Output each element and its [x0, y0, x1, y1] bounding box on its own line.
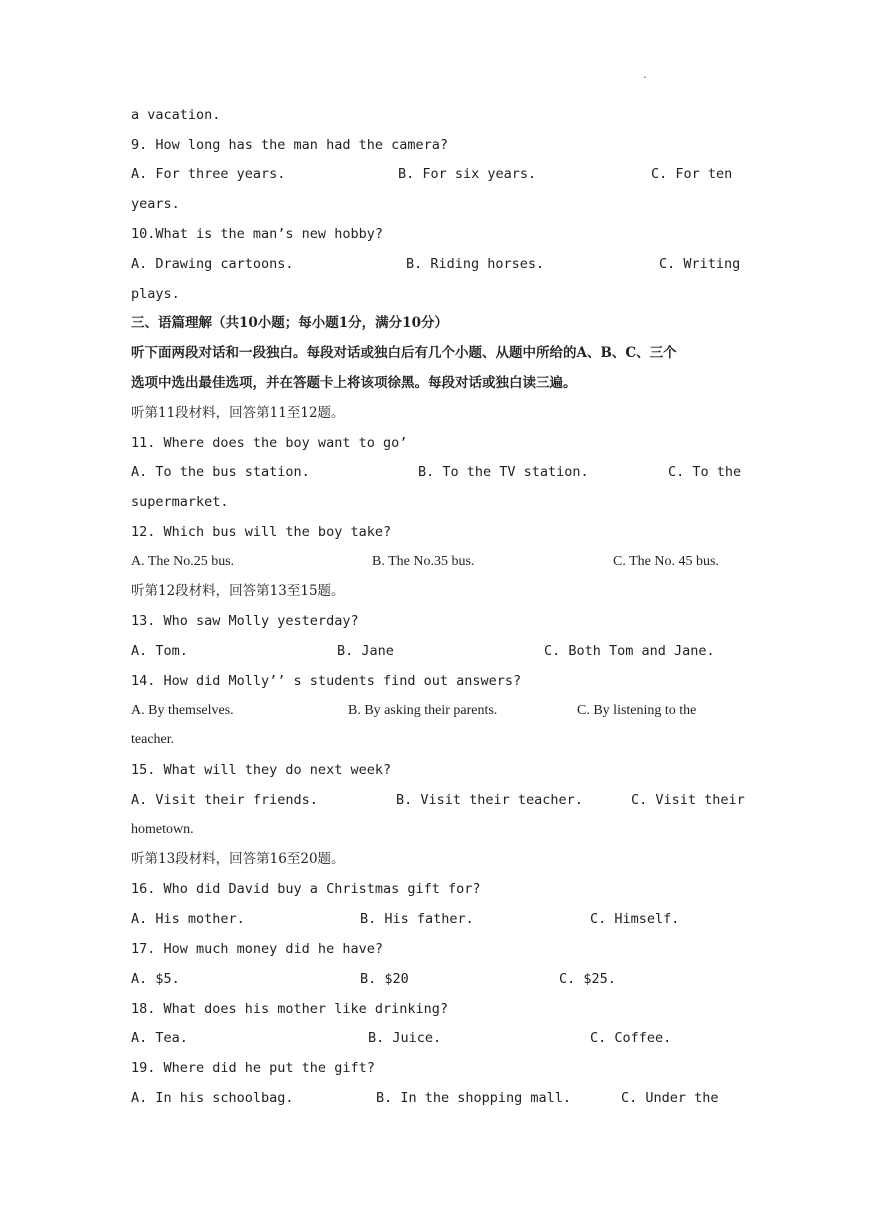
options-q16 — [131, 909, 741, 929]
header-dot: . — [642, 70, 649, 81]
option-c: C. Visit their — [631, 792, 745, 808]
option-a: A. Tea. — [131, 1030, 188, 1046]
question-17: 17. How much money did he have? — [131, 941, 383, 957]
option-c: C. For ten — [651, 166, 733, 182]
option-b: B. The No.35 bus. — [372, 554, 475, 569]
option-c: C. Writing — [659, 256, 741, 272]
material-heading: 听第12段材料，回答第13至15题。 — [131, 583, 345, 599]
question-12: 12. Which bus will the boy take? — [131, 524, 392, 540]
options-q12 — [131, 552, 741, 572]
question-19: 19. Where did he put the gift? — [131, 1060, 375, 1076]
question-15: 15. What will they do next week? — [131, 762, 392, 778]
continuation-text: a vacation. — [131, 107, 221, 123]
option-a: A. To the bus station. — [131, 464, 310, 480]
options-q19 — [131, 1088, 741, 1108]
option-c: C. Himself. — [590, 911, 680, 927]
option-b: B. His father. — [360, 911, 474, 927]
options-q9 — [131, 164, 741, 184]
option-b: B. Riding horses. — [406, 256, 545, 272]
question-14: 14. How did Molly’’ s students find out answers? — [131, 673, 522, 689]
option-b: B. To the TV station. — [418, 464, 589, 480]
option-a: A. For three years. — [131, 166, 286, 182]
options-q18 — [131, 1028, 741, 1048]
continuation-text: plays. — [131, 286, 180, 302]
option-a: A. $5. — [131, 971, 180, 987]
option-c: C. $25. — [559, 971, 616, 987]
options-q13 — [131, 641, 741, 661]
option-c: C. Coffee. — [590, 1030, 672, 1046]
option-b: B. In the shopping mall. — [376, 1090, 572, 1106]
option-b: B. Visit their teacher. — [396, 792, 583, 808]
section-heading: 三、语篇理解（共10小题；每小题1分，满分10分） — [131, 315, 448, 331]
options-q10 — [131, 254, 741, 274]
options-q17 — [131, 969, 741, 989]
section-instructions: 听下面两段对话和一段独白。每段对话或独白后有几个小题、从题中所给的A、B、C、三个 — [131, 345, 677, 361]
options-q14 — [131, 701, 741, 721]
option-b: B. By asking their parents. — [348, 703, 498, 718]
option-c: C. Both Tom and Jane. — [544, 643, 715, 659]
option-b: B. For six years. — [398, 166, 537, 182]
option-b: B. Jane — [337, 643, 394, 659]
option-a: A. Visit their friends. — [131, 792, 318, 808]
options-q11 — [131, 462, 741, 482]
continuation-text: hometown. — [131, 822, 194, 837]
material-heading: 听第11段材料，回答第11至12题。 — [131, 405, 345, 421]
section-instructions: 选项中选出最佳选项，并在答题卡上将该项徐黑。每段对话或独白读三遍。 — [131, 375, 577, 391]
continuation-text: years. — [131, 196, 180, 212]
question-10: 10.What is the man’s new hobby? — [131, 226, 383, 242]
option-c: C. The No. 45 bus. — [613, 554, 719, 569]
question-16: 16. Who did David buy a Christmas gift for? — [131, 881, 481, 897]
question-18: 18. What does his mother like drinking? — [131, 1001, 448, 1017]
question-9: 9. How long has the man had the camera? — [131, 137, 448, 153]
option-a: A. Drawing cartoons. — [131, 256, 294, 272]
continuation-text: supermarket. — [131, 494, 229, 510]
question-13: 13. Who saw Molly yesterday? — [131, 613, 359, 629]
option-a: A. Tom. — [131, 643, 188, 659]
option-b: B. $20 — [360, 971, 409, 987]
continuation-text: teacher. — [131, 732, 175, 747]
option-c: C. Under the — [621, 1090, 719, 1106]
option-a: A. In his schoolbag. — [131, 1090, 294, 1106]
option-a: A. By themselves. — [131, 703, 234, 718]
option-c: C. By listening to the — [577, 703, 697, 718]
question-11: 11. Where does the boy want to go’ — [131, 435, 408, 451]
material-heading: 听第13段材料，回答第16至20题。 — [131, 851, 345, 867]
option-b: B. Juice. — [368, 1030, 442, 1046]
option-c: C. To the — [668, 464, 742, 480]
option-a: A. His mother. — [131, 911, 245, 927]
option-a: A. The No.25 bus. — [131, 554, 235, 569]
options-q15 — [131, 790, 745, 810]
